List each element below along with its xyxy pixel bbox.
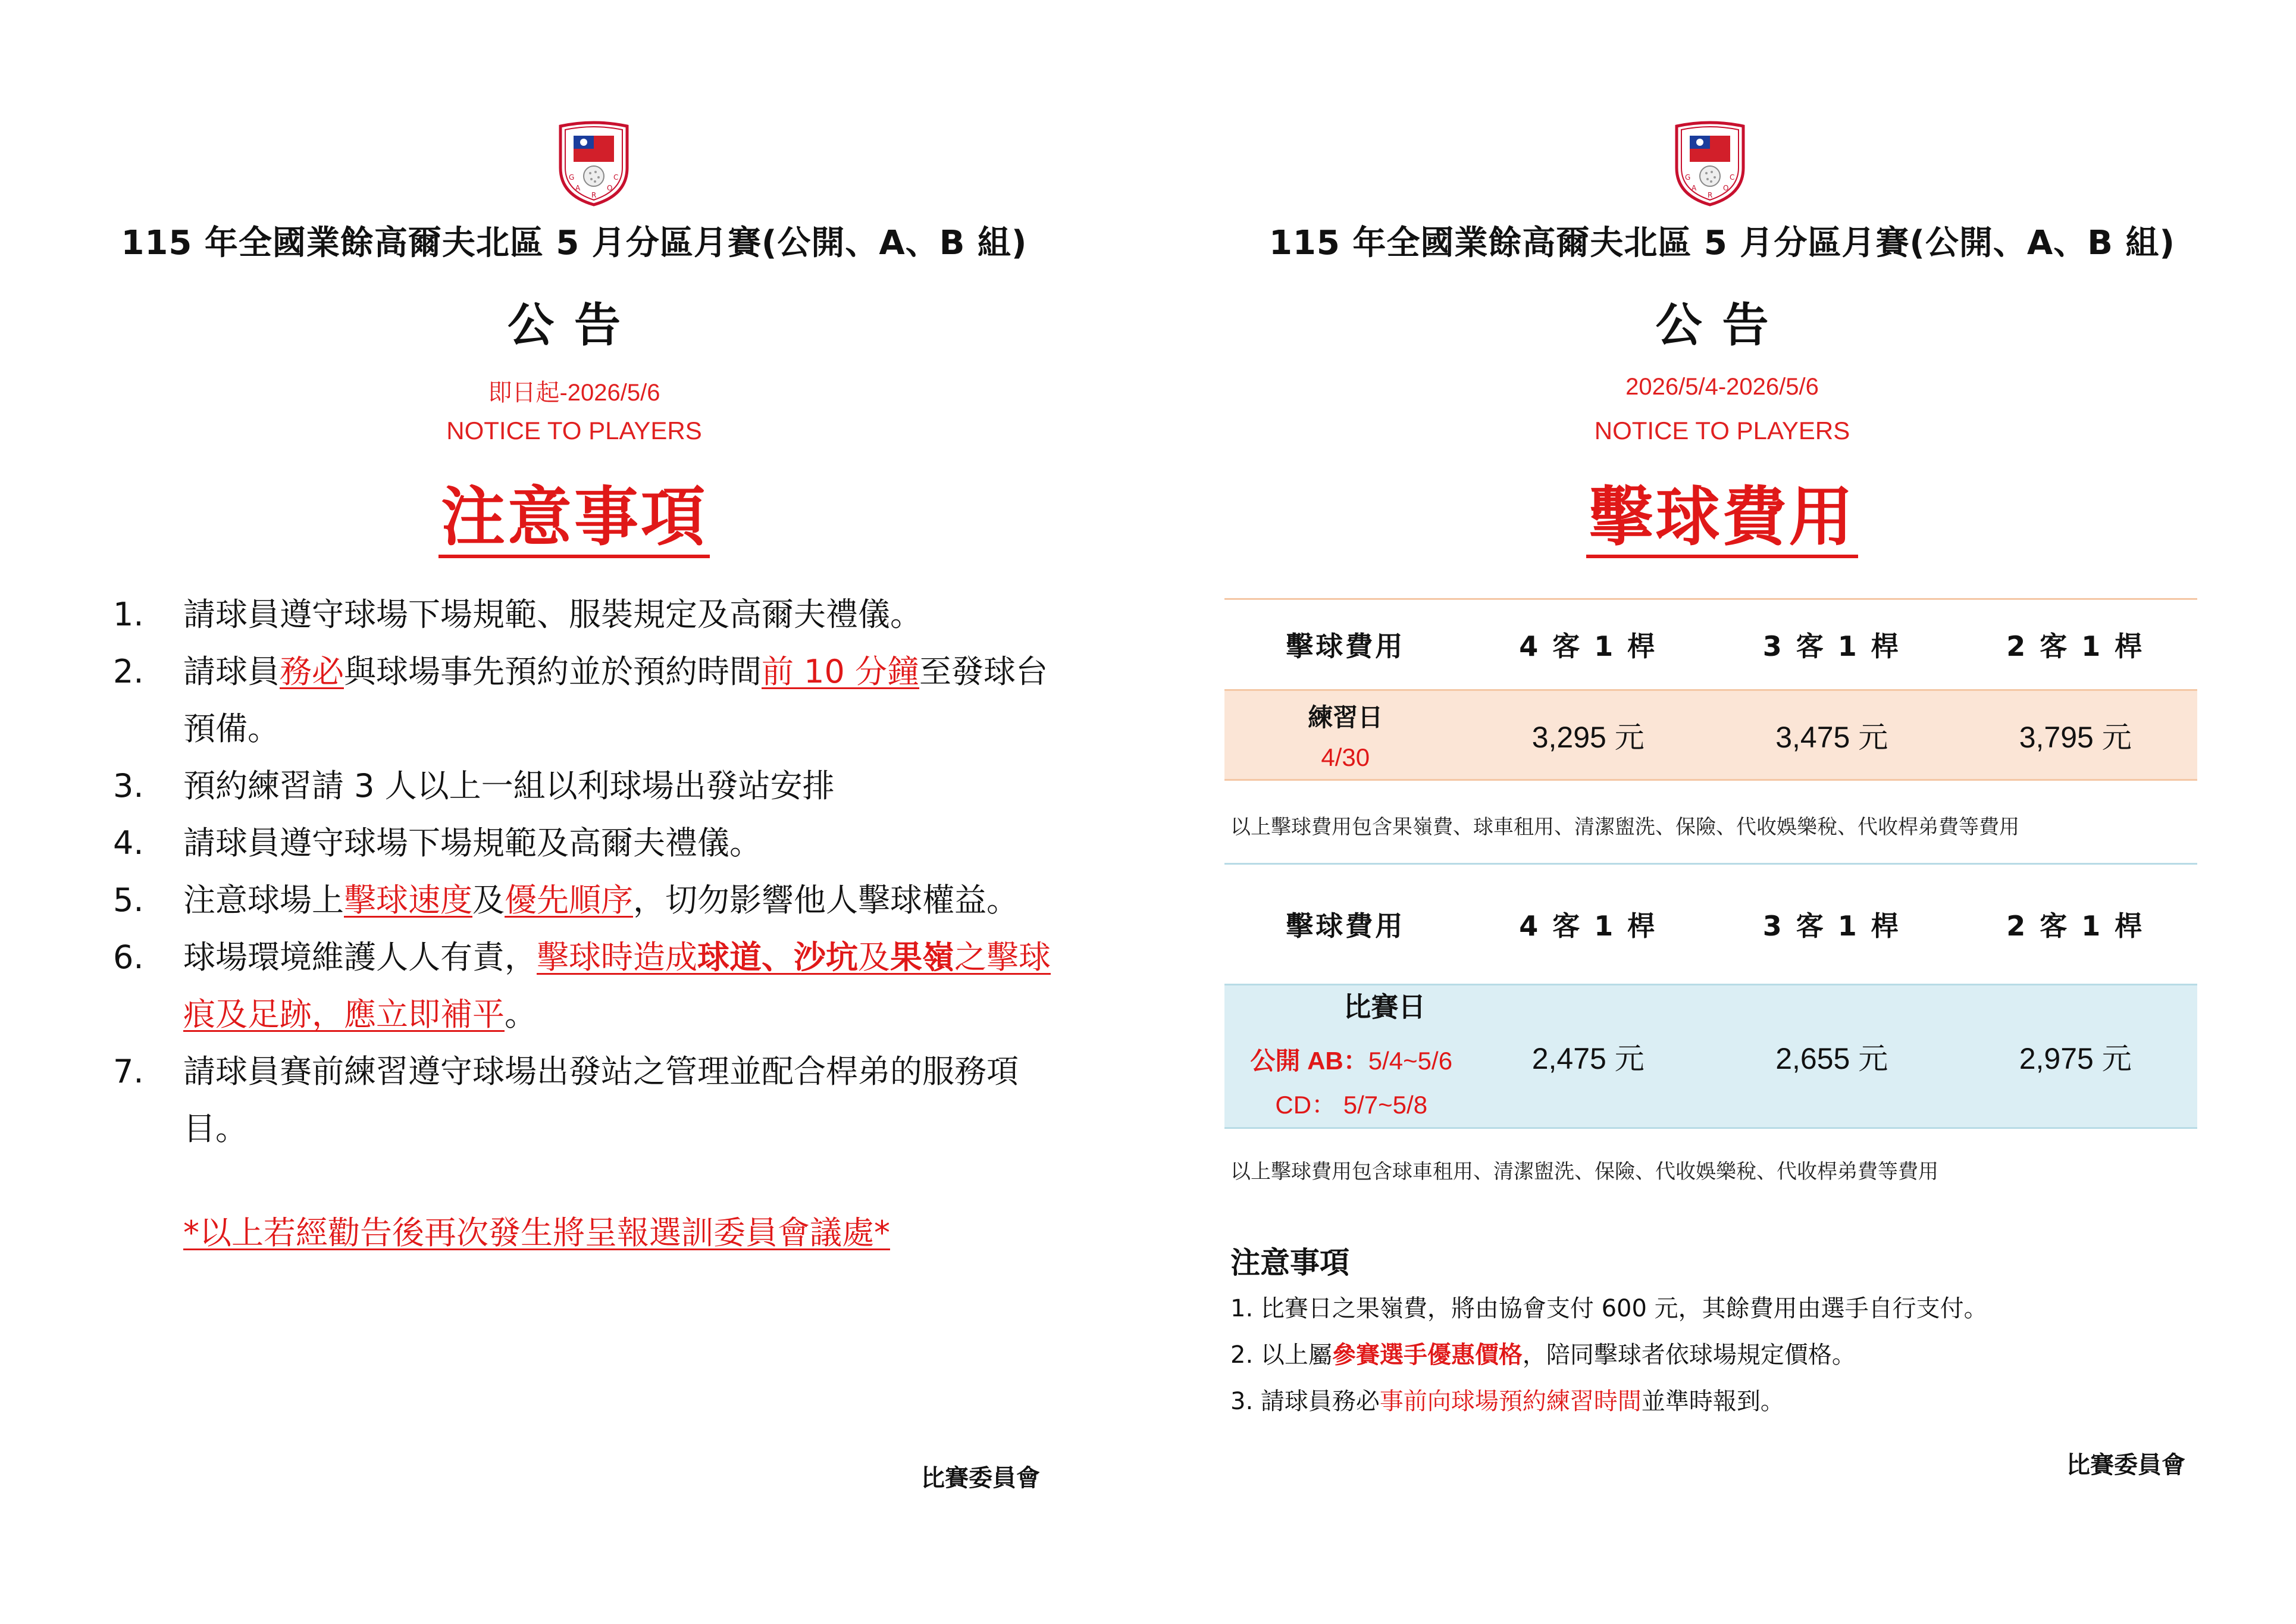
list-item xyxy=(113,758,1065,815)
rule-text: 預約練習請 3 人以上一組以利球場出發站安排 xyxy=(183,767,835,805)
rules-list xyxy=(113,586,1065,1157)
price-cell: 2,655 元 xyxy=(1710,985,1954,1128)
svg-text:R: R xyxy=(591,191,597,199)
svg-text:G: G xyxy=(569,173,575,182)
list-item xyxy=(1230,1378,1988,1425)
row-label-cell xyxy=(1224,690,1466,780)
group-dates: 5/4~5/6 xyxy=(1368,1047,1453,1075)
table-row xyxy=(1224,690,2197,780)
highlight-text: 前 10 分鐘 xyxy=(762,653,920,690)
table-header-cell: 3 客 1 桿 xyxy=(1710,599,1954,690)
rule-text: 請球員遵守球場下場規範、服裝規定及高爾夫禮儀。 xyxy=(183,596,922,633)
garoc-shield-icon xyxy=(1672,118,1748,207)
rule-text: 。 xyxy=(505,996,537,1033)
table-header-cell: 擊球費用 xyxy=(1224,864,1466,985)
garoc-logo xyxy=(556,118,632,207)
table-header-row xyxy=(1224,864,2197,985)
note-highlight: 事前向球場預約練習時間 xyxy=(1379,1388,1642,1415)
list-item xyxy=(113,1043,1065,1157)
section-title: 注意事項 xyxy=(438,481,710,558)
price-cell: 2,475 元 xyxy=(1466,985,1710,1128)
match-group-dates xyxy=(1236,1039,1466,1083)
table-header-cell: 擊球費用 xyxy=(1224,599,1466,690)
svg-text:A: A xyxy=(575,184,581,192)
group-label: CD： xyxy=(1275,1091,1337,1119)
notice-to-players: NOTICE TO PLAYERS xyxy=(446,417,702,445)
section-title-wrap xyxy=(1148,481,2296,558)
notes-list xyxy=(1230,1285,1988,1425)
highlight-text: 及 xyxy=(858,938,890,976)
warning-text: *以上若經勸告後再次發生將呈報選訓委員會議處* xyxy=(183,1214,890,1251)
table-header-cell: 4 客 1 桿 xyxy=(1466,864,1710,985)
list-number: 3. xyxy=(113,767,144,805)
section-title: 擊球費用 xyxy=(1586,481,1858,558)
price-cell: 3,475 元 xyxy=(1710,690,1954,780)
price-cell: 3,295 元 xyxy=(1466,690,1710,780)
table-header-cell: 2 客 1 桿 xyxy=(1953,864,2197,985)
note-text: 3. 請球員務必 xyxy=(1230,1388,1380,1415)
list-number: 2. xyxy=(113,653,144,690)
group-dates: 5/7~5/8 xyxy=(1343,1091,1428,1119)
practice-fee-table xyxy=(1224,598,2197,781)
price-cell: 2,975 元 xyxy=(1953,985,2197,1128)
right-fee-page xyxy=(1148,0,2296,1624)
list-number: 4. xyxy=(113,824,144,862)
rule-text: 及 xyxy=(472,881,505,919)
list-item xyxy=(113,815,1065,872)
match-day-label: 比賽日 xyxy=(1343,991,1426,1023)
rule-text: 至發球台預備。 xyxy=(183,653,1048,747)
highlight-text: 務必 xyxy=(280,653,344,690)
match-fee-table xyxy=(1224,863,2197,1129)
table-header-cell: 2 客 1 桿 xyxy=(1953,599,2197,690)
rule-text: 請球員遵守球場下場規範及高爾夫禮儀。 xyxy=(183,824,762,862)
list-item xyxy=(113,929,1065,1043)
garoc-shield-icon xyxy=(556,118,632,207)
highlight-text: 之擊球痕及足跡，應立即補平 xyxy=(183,938,1051,1033)
rule-text: 請球員賽前練習遵守球場出發站之管理並配合桿弟的服務項目。 xyxy=(183,1053,1019,1147)
rule-text: 與球場事先預約並於預約時間 xyxy=(344,653,762,690)
notice-to-players: NOTICE TO PLAYERS xyxy=(1594,417,1850,445)
date-range: 即日起-2026/5/6 xyxy=(488,380,660,406)
list-number: 1. xyxy=(113,596,144,633)
list-item xyxy=(1230,1285,1988,1332)
highlight-text: 擊球時造成 xyxy=(537,938,697,976)
group-label: 公開 AB： xyxy=(1250,1047,1368,1075)
notice-heading: 公告 xyxy=(1655,299,1789,352)
note-highlight: 參賽選手優惠價格 xyxy=(1332,1341,1523,1369)
list-item xyxy=(113,872,1065,929)
list-number: 7. xyxy=(113,1053,144,1090)
highlight-bold-text: 球道、沙坑 xyxy=(697,938,858,976)
highlight-text: 擊球速度 xyxy=(344,881,472,919)
highlight-bold-text: 果嶺 xyxy=(890,938,954,976)
committee-signature: 比賽委員會 xyxy=(921,1465,1040,1492)
svg-text:O: O xyxy=(1723,184,1729,192)
page-title: 115 年全國業餘高爾夫北區 5 月分區月賽(公開、A、B 組) xyxy=(121,224,1028,262)
svg-text:C: C xyxy=(613,173,619,182)
page-title: 115 年全國業餘高爾夫北區 5 月分區月賽(公開、A、B 組) xyxy=(1268,224,2176,262)
rule-text: 請球員 xyxy=(183,653,280,690)
note-text: ，陪同擊球者依球場規定價格。 xyxy=(1522,1341,1856,1369)
table-row xyxy=(1224,985,2197,1128)
list-item xyxy=(113,643,1065,758)
price-cell: 3,795 元 xyxy=(1953,690,2197,780)
rule-text: ，切勿影響他人擊球權益。 xyxy=(633,881,1019,919)
svg-text:C: C xyxy=(1730,173,1735,182)
list-number: 5. xyxy=(113,881,144,919)
practice-fee-note: 以上擊球費用包含果嶺費、球車租用、清潔盥洗、保險、代收娛樂稅、代收桿弟費等費用 xyxy=(1230,815,2019,839)
note-text: 2. 以上屬 xyxy=(1230,1341,1332,1369)
note-text: 並準時報到。 xyxy=(1641,1388,1784,1415)
garoc-logo xyxy=(1672,118,1748,207)
list-number: 6. xyxy=(113,938,144,976)
practice-day-label: 練習日 xyxy=(1308,703,1383,732)
table-header-cell: 3 客 1 桿 xyxy=(1710,864,1954,985)
svg-text:A: A xyxy=(1692,184,1697,192)
row-label-cell xyxy=(1224,985,1466,1128)
match-group-dates xyxy=(1236,1083,1466,1127)
committee-signature: 比賽委員會 xyxy=(2066,1451,2185,1479)
notice-heading: 公告 xyxy=(507,299,641,352)
highlight-text: 優先順序 xyxy=(505,881,633,919)
list-item xyxy=(113,586,1065,643)
match-fee-note: 以上擊球費用包含球車租用、清潔盥洗、保險、代收娛樂稅、代收桿弟費等費用 xyxy=(1230,1160,1938,1184)
practice-date: 4/30 xyxy=(1321,743,1370,771)
rule-text: 球場環境維護人人有責， xyxy=(183,938,537,976)
table-header-cell: 4 客 1 桿 xyxy=(1466,599,1710,690)
notes-title: 注意事項 xyxy=(1230,1246,1349,1280)
svg-text:R: R xyxy=(1708,191,1713,199)
svg-text:G: G xyxy=(1685,173,1691,182)
svg-text:O: O xyxy=(607,184,613,192)
section-title-wrap xyxy=(0,481,1148,558)
date-range: 2026/5/4-2026/5/6 xyxy=(1625,374,1819,400)
list-item xyxy=(1230,1332,1988,1378)
note-text: 1. 比賽日之果嶺費，將由協會支付 600 元，其餘費用由選手自行支付。 xyxy=(1230,1295,1988,1322)
table-header-row xyxy=(1224,599,2197,690)
rule-text: 注意球場上 xyxy=(183,881,344,919)
